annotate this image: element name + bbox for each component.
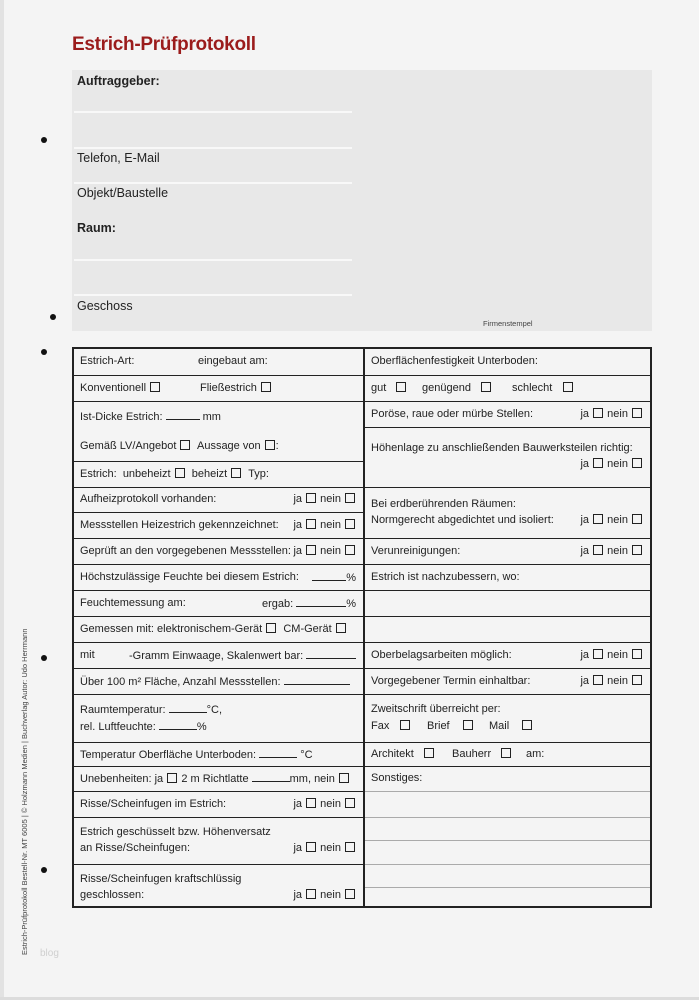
nein-label: nein xyxy=(607,675,628,687)
risse-ja-nein xyxy=(293,798,356,810)
eingebaut-am-label: eingebaut am: xyxy=(198,355,268,367)
row-feuchtemessung xyxy=(74,590,363,616)
geschuesselt-label-1: Estrich geschüsselt bzw. Höhenversatz xyxy=(80,826,271,838)
termin-ja-checkbox[interactable] xyxy=(593,675,603,685)
mail-option xyxy=(489,720,533,732)
termin-label: Vorgegebener Termin einhaltbar: xyxy=(371,675,531,687)
row-aufheiz xyxy=(74,487,363,512)
oberbelag-ja-nein xyxy=(580,649,643,661)
punch-hole-5 xyxy=(41,867,47,873)
raum-line-1[interactable] xyxy=(74,259,352,261)
konventionell-label: Konventionell xyxy=(80,382,147,394)
geschoss-label: Geschoss xyxy=(77,299,133,313)
kraftschluessig-ja-nein xyxy=(293,889,356,901)
row-estrich-type xyxy=(74,375,363,401)
row-messstellen xyxy=(74,512,363,538)
client-info-box xyxy=(72,70,652,331)
row-ueber100 xyxy=(74,668,363,694)
elektronisch-checkbox[interactable] xyxy=(266,623,276,633)
fliessestrich-checkbox[interactable] xyxy=(261,382,271,392)
erdberuehrend-nein-checkbox[interactable] xyxy=(632,514,642,524)
row-zweitschrift xyxy=(365,694,650,742)
hoehenlage-nein-checkbox[interactable] xyxy=(632,458,642,468)
ja-label: ja xyxy=(580,514,590,526)
ist-dicke-input[interactable] xyxy=(166,410,200,420)
konventionell-checkbox[interactable] xyxy=(150,382,160,392)
punch-hole-2 xyxy=(50,314,56,320)
messstellen-label: Messstellen Heizestrich gekennzeichnet: xyxy=(80,519,279,531)
gramm-field xyxy=(129,649,356,662)
estrich-label: Estrich: xyxy=(80,468,117,480)
temp-oberflaeche-label: Temperatur Oberfläche Unterboden: xyxy=(80,749,257,761)
kraftschluessig-label-2: geschlossen: xyxy=(80,889,145,901)
brief-label: Brief xyxy=(427,720,450,732)
temp-oberflaeche-field xyxy=(80,748,313,761)
oberbelag-label: Oberbelagsarbeiten möglich: xyxy=(371,649,512,661)
aussage-colon: : xyxy=(275,440,279,452)
auftraggeber-line-2[interactable] xyxy=(74,147,352,149)
unebenheiten-label: Unebenheiten: ja xyxy=(80,773,164,785)
punch-hole-1 xyxy=(41,137,47,143)
percent-unit: % xyxy=(346,598,356,610)
sonstiges-label: Sonstiges: xyxy=(371,772,423,784)
geprueft-ja-checkbox[interactable] xyxy=(306,545,316,555)
page-edge xyxy=(0,0,4,1000)
gut-checkbox[interactable] xyxy=(396,382,406,392)
nein-label: nein xyxy=(320,493,341,505)
punch-hole-4 xyxy=(41,655,47,661)
aussage-label: Aussage von xyxy=(196,440,261,452)
raumtemp-input[interactable] xyxy=(169,703,207,713)
am-label: am: xyxy=(526,748,545,760)
geschuesselt-nein-checkbox[interactable] xyxy=(345,842,355,852)
unbeheizt-label: unbeheizt xyxy=(122,468,171,480)
hoehenlage-label: Höhenlage zu anschließenden Bauwerksteilen richtig: xyxy=(371,442,633,454)
ueber100-field xyxy=(80,675,350,688)
architekt-option xyxy=(371,748,435,760)
beheizt-label: beheizt xyxy=(191,468,228,480)
ja-label: ja xyxy=(580,675,590,687)
raumtemp-field xyxy=(80,703,222,716)
sonstiges-line-1[interactable] xyxy=(365,791,650,817)
richtlatte-label: 2 m Richtlatte xyxy=(181,773,249,785)
row-risse xyxy=(74,791,363,817)
kraftschluessig-ja-checkbox[interactable] xyxy=(306,889,316,899)
sonstiges-line-2[interactable] xyxy=(365,817,650,840)
luftfeuchte-field xyxy=(80,720,207,733)
luftfeuchte-input[interactable] xyxy=(159,720,197,730)
erdberuehrend-ja-checkbox[interactable] xyxy=(593,514,603,524)
aussage-checkbox[interactable] xyxy=(265,440,275,450)
row-empfaenger xyxy=(365,742,650,766)
nachzubessern-label: Estrich ist nachzubessern, wo: xyxy=(371,571,520,583)
percent-unit: % xyxy=(346,572,356,584)
hoechst-field xyxy=(312,571,356,584)
ja-label: ja xyxy=(293,519,303,531)
cm-geraet-label: CM-Gerät xyxy=(283,623,332,635)
fax-checkbox[interactable] xyxy=(400,720,410,730)
aufheiz-nein-checkbox[interactable] xyxy=(345,493,355,503)
gemaess-checkbox[interactable] xyxy=(180,440,190,450)
row-geschuesselt xyxy=(74,817,363,864)
row-estrich-art xyxy=(74,349,363,375)
row-festigkeit-options xyxy=(365,375,650,401)
objekt-label: Objekt/Baustelle xyxy=(77,186,169,200)
fliessestrich-label: Fließestrich xyxy=(200,382,257,394)
poroese-ja-nein xyxy=(580,408,643,420)
row-ist-dicke xyxy=(74,401,363,461)
oberbelag-ja-checkbox[interactable] xyxy=(593,649,603,659)
aufheiz-label: Aufheizprotokoll vorhanden: xyxy=(80,493,217,505)
poroese-nein-checkbox[interactable] xyxy=(632,408,642,418)
erdberuehrend-ja-nein xyxy=(580,514,643,526)
nein-label: nein xyxy=(320,889,341,901)
ja-label: ja xyxy=(293,889,303,901)
risse-nein-checkbox[interactable] xyxy=(345,798,355,808)
kraftschluessig-label-1: Risse/Scheinfugen kraftschlüssig xyxy=(80,873,242,885)
messstellen-ja-checkbox[interactable] xyxy=(306,519,316,529)
row-poroese xyxy=(365,401,650,427)
geprueft-ja-nein xyxy=(293,545,356,557)
raum-label: Raum: xyxy=(77,221,116,235)
inspection-table xyxy=(72,347,652,908)
row-gramm xyxy=(74,642,363,668)
row-hoehenlage xyxy=(365,427,650,487)
ergab-field xyxy=(262,597,356,610)
mail-checkbox[interactable] xyxy=(522,720,532,730)
mm-unit: mm xyxy=(202,411,221,423)
row-sonstiges xyxy=(365,766,650,791)
geschuesselt-ja-checkbox[interactable] xyxy=(306,842,316,852)
messstellen-ja-nein xyxy=(293,519,356,531)
ja-label: ja xyxy=(580,458,590,470)
ja-label: ja xyxy=(580,545,590,557)
risse-ja-checkbox[interactable] xyxy=(306,798,316,808)
estrich-art-label: Estrich-Art: xyxy=(80,355,135,367)
unebenheiten-field xyxy=(80,772,350,785)
skalenwert-input[interactable] xyxy=(306,649,356,659)
beheizt-checkbox[interactable] xyxy=(231,468,241,478)
luftfeuchte-label: rel. Luftfeuchte: xyxy=(80,721,156,733)
row-oberflaechenfestigkeit xyxy=(365,349,650,375)
brief-option xyxy=(427,720,474,732)
row-hoechst xyxy=(74,564,363,590)
erdberuehrend-label-1: Bei erdberührenden Räumen: xyxy=(371,498,516,510)
telefon-line[interactable] xyxy=(74,182,352,184)
percent-unit: % xyxy=(196,721,207,733)
sonstiges-line-4[interactable] xyxy=(365,864,650,887)
ja-label: ja xyxy=(293,798,303,810)
row-nachzubessern xyxy=(365,564,650,590)
ergab-label: ergab: xyxy=(261,598,294,610)
schlecht-label: schlecht xyxy=(512,382,553,394)
grad-unit: °C xyxy=(300,749,313,761)
row-nachzubessern-line-2[interactable] xyxy=(365,616,650,642)
geschuesselt-ja-nein xyxy=(293,842,356,854)
side-imprint: Estrich-Prüfprotokoll Bestell-Nr. MT 6005 | © Holzmann Medien | Buchverlag Autor: Udo Herrmann xyxy=(20,628,29,955)
geschuesselt-label-2: an Risse/Scheinfugen: xyxy=(80,842,191,854)
row-temp-oberflaeche xyxy=(74,742,363,766)
ueber100-label: Über 100 m² Fläche, Anzahl Messstellen: xyxy=(80,676,281,688)
erdberuehrend-label-2: Normgerecht abgedichtet und isoliert: xyxy=(371,514,554,526)
nein-label: nein xyxy=(607,545,628,557)
konventionell-option xyxy=(80,382,161,394)
row-unebenheiten xyxy=(74,766,363,791)
architekt-label: Architekt xyxy=(371,748,414,760)
verunreinigungen-ja-nein xyxy=(580,545,643,557)
unebenheiten-nein-checkbox[interactable] xyxy=(339,773,349,783)
feuchtemessung-label: Feuchtemessung am: xyxy=(80,597,186,609)
termin-ja-nein xyxy=(580,675,643,687)
genuegend-label: genügend xyxy=(422,382,471,394)
nein-label: nein xyxy=(607,458,628,470)
poroese-label: Poröse, raue oder mürbe Stellen: xyxy=(371,408,534,420)
nein-label: nein xyxy=(607,408,628,420)
row-gemessen xyxy=(74,616,363,642)
fax-option xyxy=(371,720,411,732)
typ-label: Typ: xyxy=(248,468,269,480)
ja-label: ja xyxy=(293,842,303,854)
sonstiges-line-5[interactable] xyxy=(365,887,650,908)
gut-option xyxy=(371,382,407,394)
temp-oberflaeche-input[interactable] xyxy=(259,748,297,758)
row-raumtemperatur xyxy=(74,694,363,742)
geprueft-nein-checkbox[interactable] xyxy=(345,545,355,555)
cm-geraet-checkbox[interactable] xyxy=(336,623,346,633)
auftraggeber-label: Auftraggeber: xyxy=(77,74,160,88)
genuegend-checkbox[interactable] xyxy=(481,382,491,392)
mail-label: Mail xyxy=(489,720,510,732)
gemessen-label: Gemessen mit: elektronischem-Gerät xyxy=(80,623,263,635)
nein-label: nein xyxy=(320,545,341,557)
telefon-label: Telefon, E-Mail xyxy=(77,151,160,165)
row-verunreinigungen xyxy=(365,538,650,564)
geprueft-label: Geprüft an den vorgegebenen Messstellen: xyxy=(80,545,291,557)
genuegend-option xyxy=(422,382,492,394)
row-geprueft xyxy=(74,538,363,564)
aufheiz-ja-checkbox[interactable] xyxy=(306,493,316,503)
hoechst-label: Höchstzulässige Feuchte bei diesem Estrich: xyxy=(80,571,299,583)
schlecht-checkbox[interactable] xyxy=(563,382,573,392)
verunreinigungen-nein-checkbox[interactable] xyxy=(632,545,642,555)
ergab-input[interactable] xyxy=(296,597,346,607)
fliessestrich-option xyxy=(200,382,272,394)
bauherr-label: Bauherr xyxy=(452,748,492,760)
zweitschrift-label: Zweitschrift überreicht per: xyxy=(371,703,501,715)
ja-label: ja xyxy=(293,545,303,557)
raumtemp-label: Raumtemperatur: xyxy=(80,704,166,716)
anzahl-messstellen-input[interactable] xyxy=(284,675,350,685)
watermark: blog xyxy=(40,948,59,959)
hoehenlage-ja-checkbox[interactable] xyxy=(593,458,603,468)
fax-label: Fax xyxy=(371,720,390,732)
gemaess-field xyxy=(80,440,279,452)
ja-label: ja xyxy=(580,649,590,661)
verunreinigungen-ja-checkbox[interactable] xyxy=(593,545,603,555)
ja-label: ja xyxy=(580,408,590,420)
ist-dicke-label: Ist-Dicke Estrich: xyxy=(80,411,163,423)
grad-unit: °C, xyxy=(206,704,223,716)
raum-line-2[interactable] xyxy=(74,294,352,296)
messstellen-nein-checkbox[interactable] xyxy=(345,519,355,529)
ist-dicke-field xyxy=(80,410,221,423)
poroese-ja-checkbox[interactable] xyxy=(593,408,603,418)
unbeheizt-checkbox[interactable] xyxy=(175,468,185,478)
aufheiz-ja-nein xyxy=(293,493,356,505)
nein-label: nein xyxy=(607,514,628,526)
gramm-label: -Gramm Einwaage, Skalenwert bar: xyxy=(129,650,304,662)
row-nachzubessern-line-1[interactable] xyxy=(365,590,650,616)
nein-label: nein xyxy=(320,798,341,810)
brief-checkbox[interactable] xyxy=(463,720,473,730)
mm-nein-label: mm, nein xyxy=(289,773,335,785)
punch-hole-3 xyxy=(41,349,47,355)
nein-label: nein xyxy=(320,842,341,854)
kraftschluessig-nein-checkbox[interactable] xyxy=(345,889,355,899)
gemaess-label: Gemäß LV/Angebot xyxy=(80,440,177,452)
schlecht-option xyxy=(512,382,574,394)
unebenheiten-ja-checkbox[interactable] xyxy=(167,773,177,783)
richtlatte-input[interactable] xyxy=(252,772,290,782)
gut-label: gut xyxy=(371,382,387,394)
termin-nein-checkbox[interactable] xyxy=(632,675,642,685)
heating-field xyxy=(80,468,269,480)
bauherr-checkbox[interactable] xyxy=(501,748,511,758)
sonstiges-line-3[interactable] xyxy=(365,840,650,864)
verunreinigungen-label: Verunreinigungen: xyxy=(371,545,461,557)
nein-label: nein xyxy=(607,649,628,661)
row-erdberuehrend xyxy=(365,487,650,538)
oberbelag-nein-checkbox[interactable] xyxy=(632,649,642,659)
row-termin xyxy=(365,668,650,694)
oberflaeche-label: Oberflächenfestigkeit Unterboden: xyxy=(371,355,538,367)
nein-label: nein xyxy=(320,519,341,531)
architekt-checkbox[interactable] xyxy=(424,748,434,758)
mit-label: mit xyxy=(80,649,95,661)
bauherr-option xyxy=(452,748,512,760)
ja-label: ja xyxy=(293,493,303,505)
hoehenlage-ja-nein xyxy=(580,458,643,470)
page-title: Estrich-Prüfprotokoll xyxy=(72,34,256,55)
gemessen-field xyxy=(80,623,347,635)
row-oberbelag xyxy=(365,642,650,668)
row-estrich-heating xyxy=(74,461,363,487)
row-kraftschluessig xyxy=(74,864,363,908)
hoechst-input[interactable] xyxy=(312,571,346,581)
firmenstempel-label: Firmenstempel xyxy=(483,319,533,328)
auftraggeber-line-1[interactable] xyxy=(74,111,352,113)
risse-label: Risse/Scheinfugen im Estrich: xyxy=(80,798,227,810)
